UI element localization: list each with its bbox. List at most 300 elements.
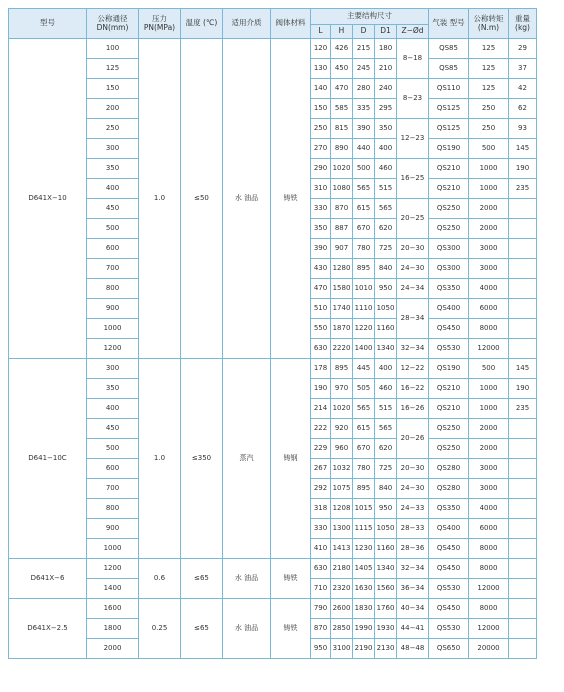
material-cell: 铸铁 — [271, 39, 311, 359]
actuator-cell: QS350 — [429, 499, 469, 519]
dim-z-cell: 16−26 — [397, 399, 429, 419]
header-pressure: 压力 PN(MPa) — [139, 9, 181, 39]
header-dimensions: 主要结构尺寸 — [311, 9, 429, 25]
weight-cell: 235 — [509, 399, 537, 419]
dim-d1-cell: 515 — [375, 179, 397, 199]
dim-l-cell: 250 — [311, 119, 331, 139]
table-row — [9, 359, 537, 379]
dim-d-cell: 2190 — [353, 639, 375, 659]
dim-h-cell: 887 — [331, 219, 353, 239]
dim-z-cell: 32−34 — [397, 559, 429, 579]
header-temperature: 温度 (℃) — [181, 9, 223, 39]
weight-cell — [509, 539, 537, 559]
dim-h-cell: 1020 — [331, 159, 353, 179]
dim-l-cell: 120 — [311, 39, 331, 59]
material-cell: 铸铁 — [271, 599, 311, 659]
actuator-cell: QS125 — [429, 99, 469, 119]
actuator-cell: QS190 — [429, 359, 469, 379]
dim-z-cell: 36−34 — [397, 579, 429, 599]
torque-cell: 2000 — [469, 199, 509, 219]
dn-cell: 1200 — [87, 559, 139, 579]
torque-cell: 1000 — [469, 399, 509, 419]
dim-d-cell: 445 — [353, 359, 375, 379]
dim-z-cell: 20−30 — [397, 459, 429, 479]
dim-l-cell: 350 — [311, 219, 331, 239]
dim-l-cell: 390 — [311, 239, 331, 259]
dim-d-cell: 1400 — [353, 339, 375, 359]
dn-cell: 300 — [87, 359, 139, 379]
actuator-cell: QS210 — [429, 399, 469, 419]
dim-d-cell: 1990 — [353, 619, 375, 639]
weight-cell: 93 — [509, 119, 537, 139]
dim-d1-cell: 1160 — [375, 319, 397, 339]
dim-d-cell: 1015 — [353, 499, 375, 519]
spec-table-container — [8, 8, 537, 659]
dim-d1-cell: 180 — [375, 39, 397, 59]
actuator-cell: QS85 — [429, 59, 469, 79]
dim-l-cell: 630 — [311, 339, 331, 359]
weight-cell: 37 — [509, 59, 537, 79]
dim-h-cell: 1413 — [331, 539, 353, 559]
actuator-cell: QS530 — [429, 619, 469, 639]
dim-d1-cell: 350 — [375, 119, 397, 139]
torque-cell: 250 — [469, 119, 509, 139]
header-model: 型号 — [9, 9, 87, 39]
dim-d1-cell: 620 — [375, 439, 397, 459]
dim-z-cell: 20−30 — [397, 239, 429, 259]
torque-cell: 3000 — [469, 259, 509, 279]
actuator-cell: QS250 — [429, 439, 469, 459]
dim-l-cell: 630 — [311, 559, 331, 579]
weight-cell — [509, 519, 537, 539]
dim-d-cell: 670 — [353, 439, 375, 459]
actuator-cell: QS250 — [429, 419, 469, 439]
dim-l-cell: 292 — [311, 479, 331, 499]
dn-cell: 600 — [87, 459, 139, 479]
dim-h-cell: 470 — [331, 79, 353, 99]
actuator-cell: QS300 — [429, 239, 469, 259]
dim-l-cell: 270 — [311, 139, 331, 159]
dim-z-cell: 48−48 — [397, 639, 429, 659]
dim-h-cell: 2220 — [331, 339, 353, 359]
dim-z-cell: 40−34 — [397, 599, 429, 619]
dim-l-cell: 470 — [311, 279, 331, 299]
dim-d-cell: 1220 — [353, 319, 375, 339]
model-cell: D641X−10 — [9, 39, 87, 359]
weight-cell — [509, 639, 537, 659]
weight-cell: 235 — [509, 179, 537, 199]
header-medium: 适用介质 — [223, 9, 271, 39]
torque-cell: 2000 — [469, 419, 509, 439]
dn-cell: 1800 — [87, 619, 139, 639]
torque-cell: 500 — [469, 139, 509, 159]
actuator-cell: QS400 — [429, 299, 469, 319]
weight-cell — [509, 259, 537, 279]
dim-l-cell: 410 — [311, 539, 331, 559]
pressure-cell: 0.25 — [139, 599, 181, 659]
torque-cell: 2000 — [469, 219, 509, 239]
dim-d1-cell: 950 — [375, 279, 397, 299]
dim-h-cell: 815 — [331, 119, 353, 139]
dim-z-cell: 16−22 — [397, 379, 429, 399]
dim-h-cell: 1280 — [331, 259, 353, 279]
model-cell: D641X−6 — [9, 559, 87, 599]
dim-l-cell: 130 — [311, 59, 331, 79]
dn-cell: 900 — [87, 519, 139, 539]
table-body — [9, 39, 537, 659]
dim-l-cell: 330 — [311, 199, 331, 219]
temperature-cell: ≤65 — [181, 559, 223, 599]
table-row — [9, 599, 537, 619]
dim-l-cell: 510 — [311, 299, 331, 319]
table-row — [9, 39, 537, 59]
dim-d1-cell: 1340 — [375, 339, 397, 359]
torque-cell: 8000 — [469, 559, 509, 579]
dim-d1-cell: 840 — [375, 259, 397, 279]
dn-cell: 300 — [87, 139, 139, 159]
dim-d1-cell: 1930 — [375, 619, 397, 639]
weight-cell — [509, 579, 537, 599]
dim-z-cell: 16−25 — [397, 159, 429, 199]
dim-d1-cell: 515 — [375, 399, 397, 419]
torque-cell: 6000 — [469, 299, 509, 319]
dim-h-cell: 907 — [331, 239, 353, 259]
dim-d-cell: 1110 — [353, 299, 375, 319]
dim-h-cell: 1032 — [331, 459, 353, 479]
actuator-cell: QS250 — [429, 199, 469, 219]
dim-d1-cell: 400 — [375, 139, 397, 159]
pressure-cell: 0.6 — [139, 559, 181, 599]
dim-d-cell: 335 — [353, 99, 375, 119]
header-torque: 公称转矩 (N.m) — [469, 9, 509, 39]
dim-h-cell: 895 — [331, 359, 353, 379]
dim-d1-cell: 565 — [375, 199, 397, 219]
dim-d1-cell: 2130 — [375, 639, 397, 659]
torque-cell: 8000 — [469, 539, 509, 559]
actuator-cell: QS650 — [429, 639, 469, 659]
dim-h-cell: 1300 — [331, 519, 353, 539]
dim-h-cell: 1075 — [331, 479, 353, 499]
dim-z-cell: 24−34 — [397, 279, 429, 299]
torque-cell: 3000 — [469, 479, 509, 499]
dim-h-cell: 426 — [331, 39, 353, 59]
torque-cell: 1000 — [469, 379, 509, 399]
dim-d1-cell: 1560 — [375, 579, 397, 599]
dim-l-cell: 430 — [311, 259, 331, 279]
actuator-cell: QS450 — [429, 539, 469, 559]
dim-l-cell: 318 — [311, 499, 331, 519]
dn-cell: 350 — [87, 159, 139, 179]
dim-d1-cell: 400 — [375, 359, 397, 379]
dn-cell: 150 — [87, 79, 139, 99]
dn-cell: 1200 — [87, 339, 139, 359]
medium-cell: 水 油品 — [223, 559, 271, 599]
dim-h-cell: 1740 — [331, 299, 353, 319]
pressure-cell: 1.0 — [139, 359, 181, 559]
dim-z-cell: 20−26 — [397, 419, 429, 459]
dim-d1-cell: 620 — [375, 219, 397, 239]
dn-cell: 250 — [87, 119, 139, 139]
header-dn: 公称通径 DN(mm) — [87, 9, 139, 39]
model-cell: D641X−2.5 — [9, 599, 87, 659]
torque-cell: 12000 — [469, 579, 509, 599]
torque-cell: 3000 — [469, 459, 509, 479]
weight-cell — [509, 599, 537, 619]
dim-l-cell: 214 — [311, 399, 331, 419]
torque-cell: 4000 — [469, 279, 509, 299]
dn-cell: 125 — [87, 59, 139, 79]
dn-cell: 500 — [87, 439, 139, 459]
dim-l-cell: 950 — [311, 639, 331, 659]
torque-cell: 1000 — [469, 159, 509, 179]
dim-d1-cell: 460 — [375, 379, 397, 399]
dn-cell: 2000 — [87, 639, 139, 659]
model-cell: D641−10C — [9, 359, 87, 559]
temperature-cell: ≤350 — [181, 359, 223, 559]
dim-l-cell: 330 — [311, 519, 331, 539]
dim-d-cell: 1010 — [353, 279, 375, 299]
torque-cell: 1000 — [469, 179, 509, 199]
dim-h-cell: 970 — [331, 379, 353, 399]
actuator-cell: QS280 — [429, 459, 469, 479]
dim-l-cell: 290 — [311, 159, 331, 179]
dim-d-cell: 280 — [353, 79, 375, 99]
dim-l-cell: 870 — [311, 619, 331, 639]
dim-z-cell: 32−34 — [397, 339, 429, 359]
dim-d1-cell: 950 — [375, 499, 397, 519]
dim-z-cell: 44−41 — [397, 619, 429, 639]
actuator-cell: QS450 — [429, 599, 469, 619]
torque-cell: 500 — [469, 359, 509, 379]
dim-d1-cell: 1160 — [375, 539, 397, 559]
torque-cell: 125 — [469, 39, 509, 59]
dim-l-cell: 229 — [311, 439, 331, 459]
dim-l-cell: 790 — [311, 599, 331, 619]
dn-cell: 450 — [87, 419, 139, 439]
dim-l-cell: 267 — [311, 459, 331, 479]
dim-d1-cell: 460 — [375, 159, 397, 179]
dim-d-cell: 780 — [353, 239, 375, 259]
dim-h-cell: 960 — [331, 439, 353, 459]
temperature-cell: ≤50 — [181, 39, 223, 359]
dim-l-cell: 140 — [311, 79, 331, 99]
weight-cell — [509, 499, 537, 519]
dim-z-cell: 12−23 — [397, 119, 429, 159]
dim-d-cell: 390 — [353, 119, 375, 139]
dn-cell: 700 — [87, 259, 139, 279]
weight-cell: 190 — [509, 379, 537, 399]
dim-d1-cell: 240 — [375, 79, 397, 99]
actuator-cell: QS400 — [429, 519, 469, 539]
dn-cell: 900 — [87, 299, 139, 319]
header-weight: 重量 (kg) — [509, 9, 537, 39]
torque-cell: 125 — [469, 59, 509, 79]
torque-cell: 8000 — [469, 319, 509, 339]
dn-cell: 200 — [87, 99, 139, 119]
dim-h-cell: 2850 — [331, 619, 353, 639]
dim-h-cell: 2600 — [331, 599, 353, 619]
weight-cell — [509, 619, 537, 639]
dim-d-cell: 565 — [353, 399, 375, 419]
dim-l-cell: 222 — [311, 419, 331, 439]
weight-cell — [509, 459, 537, 479]
dim-l-cell: 550 — [311, 319, 331, 339]
dim-l-cell: 190 — [311, 379, 331, 399]
weight-cell: 145 — [509, 139, 537, 159]
dim-z-cell: 20−25 — [397, 199, 429, 239]
actuator-cell: QS350 — [429, 279, 469, 299]
weight-cell — [509, 199, 537, 219]
dn-cell: 700 — [87, 479, 139, 499]
dim-l-cell: 710 — [311, 579, 331, 599]
dn-cell: 1600 — [87, 599, 139, 619]
dim-d-cell: 1230 — [353, 539, 375, 559]
weight-cell: 62 — [509, 99, 537, 119]
dim-h-cell: 890 — [331, 139, 353, 159]
actuator-cell: QS210 — [429, 159, 469, 179]
dim-z-cell: 28−33 — [397, 519, 429, 539]
weight-cell: 190 — [509, 159, 537, 179]
dn-cell: 1000 — [87, 319, 139, 339]
dn-cell: 800 — [87, 499, 139, 519]
dim-d-cell: 500 — [353, 159, 375, 179]
dim-d-cell: 615 — [353, 199, 375, 219]
dim-z-cell: 12−22 — [397, 359, 429, 379]
dim-h-cell: 585 — [331, 99, 353, 119]
weight-cell — [509, 219, 537, 239]
actuator-cell: QS530 — [429, 339, 469, 359]
material-cell: 铸钢 — [271, 359, 311, 559]
dim-d-cell: 565 — [353, 179, 375, 199]
medium-cell: 蒸汽 — [223, 359, 271, 559]
dim-d1-cell: 1340 — [375, 559, 397, 579]
dn-cell: 600 — [87, 239, 139, 259]
weight-cell — [509, 479, 537, 499]
weight-cell — [509, 279, 537, 299]
dn-cell: 1000 — [87, 539, 139, 559]
dim-d-cell: 505 — [353, 379, 375, 399]
actuator-cell: QS280 — [429, 479, 469, 499]
dim-z-cell: 24−33 — [397, 499, 429, 519]
dim-z-cell: 8−23 — [397, 79, 429, 119]
weight-cell: 29 — [509, 39, 537, 59]
dim-l-cell: 310 — [311, 179, 331, 199]
dim-d1-cell: 1050 — [375, 519, 397, 539]
dim-z-cell: 8−18 — [397, 39, 429, 79]
dim-d-cell: 670 — [353, 219, 375, 239]
dim-h-cell: 2320 — [331, 579, 353, 599]
dim-d-cell: 245 — [353, 59, 375, 79]
dim-d1-cell: 210 — [375, 59, 397, 79]
header-body-material: 阀体材料 — [271, 9, 311, 39]
temperature-cell: ≤65 — [181, 599, 223, 659]
dim-d1-cell: 725 — [375, 459, 397, 479]
dim-h-cell: 1080 — [331, 179, 353, 199]
actuator-cell: QS190 — [429, 139, 469, 159]
torque-cell: 125 — [469, 79, 509, 99]
dim-d-cell: 1115 — [353, 519, 375, 539]
header-actuator: 气装 型号 — [429, 9, 469, 39]
weight-cell: 42 — [509, 79, 537, 99]
dim-h-cell: 2180 — [331, 559, 353, 579]
dim-h-cell: 920 — [331, 419, 353, 439]
dim-h-cell: 1208 — [331, 499, 353, 519]
weight-cell — [509, 339, 537, 359]
dim-d-cell: 215 — [353, 39, 375, 59]
table-header — [9, 9, 537, 39]
weight-cell — [509, 419, 537, 439]
dim-l-cell: 150 — [311, 99, 331, 119]
dn-cell: 800 — [87, 279, 139, 299]
actuator-cell: QS210 — [429, 379, 469, 399]
actuator-cell: QS110 — [429, 79, 469, 99]
dim-z-cell: 28−36 — [397, 539, 429, 559]
dim-h-cell: 1870 — [331, 319, 353, 339]
medium-cell: 水 油品 — [223, 39, 271, 359]
dim-d1-cell: 1050 — [375, 299, 397, 319]
dn-cell: 1400 — [87, 579, 139, 599]
dn-cell: 100 — [87, 39, 139, 59]
torque-cell: 3000 — [469, 239, 509, 259]
dim-h-cell: 1580 — [331, 279, 353, 299]
torque-cell: 2000 — [469, 439, 509, 459]
weight-cell — [509, 439, 537, 459]
actuator-cell: QS300 — [429, 259, 469, 279]
torque-cell: 8000 — [469, 599, 509, 619]
dn-cell: 350 — [87, 379, 139, 399]
dim-l-cell: 178 — [311, 359, 331, 379]
dim-d-cell: 1630 — [353, 579, 375, 599]
actuator-cell: QS450 — [429, 559, 469, 579]
actuator-cell: QS125 — [429, 119, 469, 139]
header-dim-h: H — [331, 25, 353, 39]
dim-h-cell: 870 — [331, 199, 353, 219]
dim-d-cell: 1830 — [353, 599, 375, 619]
dn-cell: 500 — [87, 219, 139, 239]
dim-d1-cell: 840 — [375, 479, 397, 499]
dim-d1-cell: 725 — [375, 239, 397, 259]
dn-cell: 450 — [87, 199, 139, 219]
actuator-cell: QS450 — [429, 319, 469, 339]
dim-d-cell: 780 — [353, 459, 375, 479]
dim-d-cell: 895 — [353, 259, 375, 279]
pressure-cell: 1.0 — [139, 39, 181, 359]
actuator-cell: QS250 — [429, 219, 469, 239]
weight-cell — [509, 319, 537, 339]
torque-cell: 12000 — [469, 619, 509, 639]
torque-cell: 250 — [469, 99, 509, 119]
dim-z-cell: 24−30 — [397, 479, 429, 499]
dim-d1-cell: 1760 — [375, 599, 397, 619]
dim-h-cell: 3100 — [331, 639, 353, 659]
material-cell: 铸铁 — [271, 559, 311, 599]
dim-d-cell: 440 — [353, 139, 375, 159]
dim-d1-cell: 295 — [375, 99, 397, 119]
header-dim-l: L — [311, 25, 331, 39]
dim-d-cell: 1405 — [353, 559, 375, 579]
torque-cell: 20000 — [469, 639, 509, 659]
dim-d-cell: 615 — [353, 419, 375, 439]
dim-d-cell: 895 — [353, 479, 375, 499]
dim-h-cell: 450 — [331, 59, 353, 79]
weight-cell — [509, 299, 537, 319]
header-dim-d: D — [353, 25, 375, 39]
actuator-cell: QS530 — [429, 579, 469, 599]
actuator-cell: QS210 — [429, 179, 469, 199]
header-dim-d1: D1 — [375, 25, 397, 39]
dn-cell: 400 — [87, 399, 139, 419]
dim-z-cell: 24−30 — [397, 259, 429, 279]
